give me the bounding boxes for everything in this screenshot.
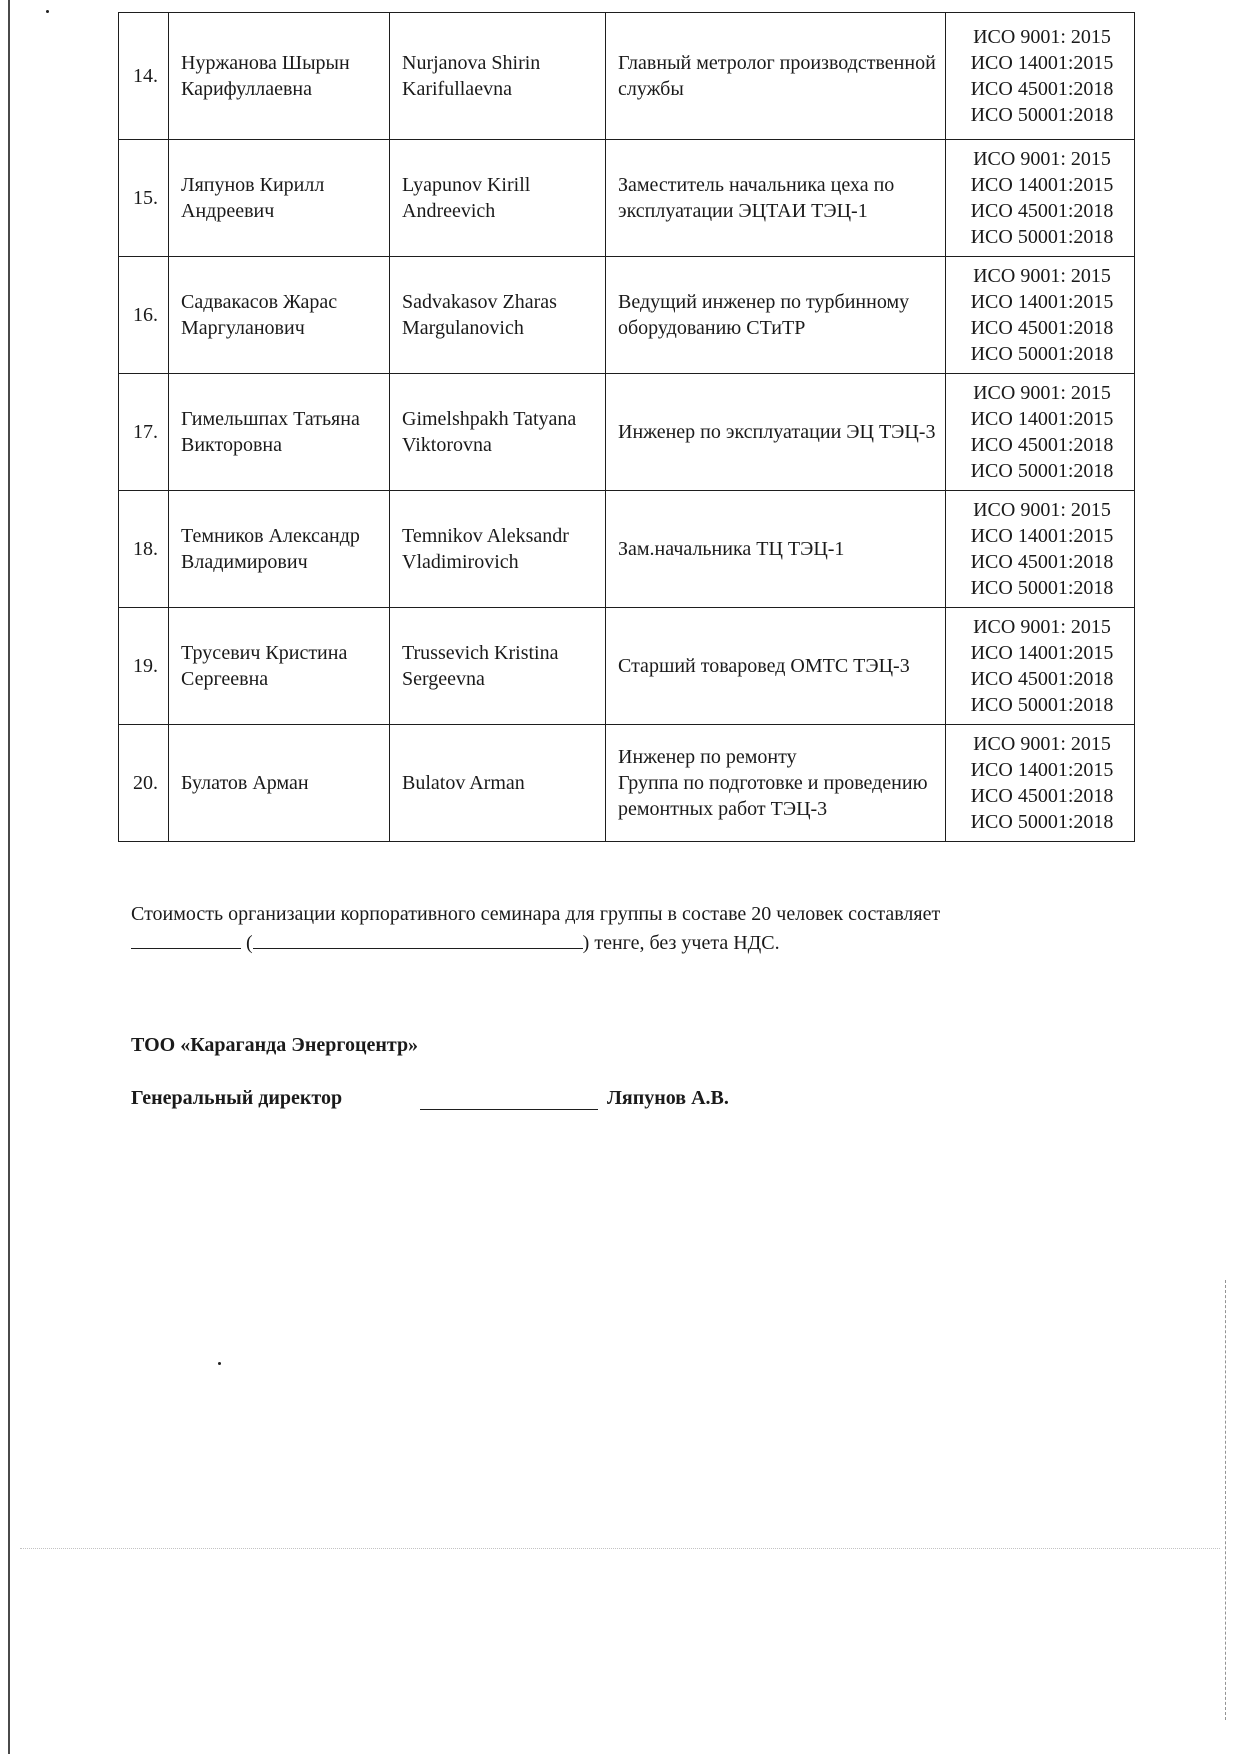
name-latin: Sadvakasov Zharas Margulanovich [390, 257, 606, 374]
iso-standards [946, 725, 1135, 842]
name-latin: Lyapunov Kirill Andreevich [390, 140, 606, 257]
iso-standard: ИСО 9001: 2015 [973, 382, 1111, 404]
iso-standard: ИСО 50001:2018 [970, 104, 1114, 126]
iso-standard: ИСО 9001: 2015 [973, 148, 1111, 170]
iso-standards [946, 491, 1135, 608]
signatory-title: Генеральный директор [131, 1087, 343, 1109]
name-russian: Ляпунов Кирилл Андреевич [169, 140, 390, 257]
currency-vat-note: тенге, без учета НДС. [589, 932, 780, 954]
iso-standards [946, 257, 1135, 374]
close-paren: ) [582, 932, 590, 954]
participants-table [118, 12, 1135, 842]
iso-standard: ИСО 50001:2018 [970, 577, 1114, 599]
signature-line [420, 1109, 598, 1110]
iso-standard: ИСО 50001:2018 [970, 460, 1114, 482]
name-latin: Temnikov Aleksandr Vladimirovich [390, 491, 606, 608]
name-russian: Темников Александр Владимирович [169, 491, 390, 608]
iso-standard: ИСО 50001:2018 [970, 811, 1114, 833]
job-position: Заместитель начальника цеха по эксплуатации ЭЦТАИ ТЭЦ-1 [606, 140, 946, 257]
participants-table-body [119, 13, 1135, 842]
scan-speck [218, 1362, 221, 1365]
cost-text-line2 [131, 928, 1111, 957]
iso-standard: ИСО 14001:2015 [970, 174, 1114, 196]
scan-noise-line [20, 1548, 1220, 1550]
row-number: 18. [119, 491, 169, 608]
signatory-name: Ляпунов А.В. [607, 1087, 729, 1109]
name-latin: Nurjanova Shirin Karifullaevna [390, 13, 606, 140]
table-row [119, 608, 1135, 725]
row-number: 19. [119, 608, 169, 725]
name-latin: Bulatov Arman [390, 725, 606, 842]
iso-standard: ИСО 9001: 2015 [973, 733, 1111, 755]
row-number: 14. [119, 13, 169, 140]
iso-standard: ИСО 9001: 2015 [973, 616, 1111, 638]
iso-standard: ИСО 45001:2018 [970, 317, 1114, 339]
amount-words-blank [253, 928, 583, 949]
row-number: 17. [119, 374, 169, 491]
row-number: 20. [119, 725, 169, 842]
scan-edge-right [1224, 1280, 1226, 1720]
name-latin: Gimelshpakh Tatyana Viktorovna [390, 374, 606, 491]
iso-standard: ИСО 14001:2015 [970, 759, 1114, 781]
table-row [119, 140, 1135, 257]
scan-edge-left [8, 0, 10, 1754]
table-row [119, 491, 1135, 608]
iso-standard: ИСО 45001:2018 [970, 78, 1114, 100]
iso-standards [946, 374, 1135, 491]
name-russian: Садвакасов Жарас Маргуланович [169, 257, 390, 374]
job-position: Старший товаровед ОМТС ТЭЦ-3 [606, 608, 946, 725]
iso-standard: ИСО 14001:2015 [970, 642, 1114, 664]
iso-standards [946, 608, 1135, 725]
company-name: ТОО «Караганда Энергоцентр» [131, 1034, 419, 1056]
iso-standards [946, 13, 1135, 140]
name-russian: Гимельшпах Татьяна Викторовна [169, 374, 390, 491]
iso-standard: ИСО 9001: 2015 [973, 499, 1111, 521]
name-russian: Трусевич Кристина Сергеевна [169, 608, 390, 725]
job-position: Инженер по эксплуатации ЭЦ ТЭЦ-3 [606, 374, 946, 491]
job-position: Главный метролог производственной службы [606, 13, 946, 140]
iso-standards [946, 140, 1135, 257]
table-row [119, 13, 1135, 140]
scan-speck [46, 10, 49, 13]
iso-standard: ИСО 14001:2015 [970, 525, 1114, 547]
cost-text-line1: Стоимость организации корпоративного семинара для группы в составе 20 человек составляет [131, 903, 941, 925]
iso-standard: ИСО 9001: 2015 [973, 265, 1111, 287]
open-paren: ( [246, 932, 253, 954]
table-row [119, 725, 1135, 842]
iso-standard: ИСО 50001:2018 [970, 226, 1114, 248]
iso-standard: ИСО 45001:2018 [970, 785, 1114, 807]
iso-standard: ИСО 45001:2018 [970, 668, 1114, 690]
iso-standard: ИСО 50001:2018 [970, 694, 1114, 716]
name-russian: Нуржанова Шырын Карифуллаевна [169, 13, 390, 140]
name-russian: Булатов Арман [169, 725, 390, 842]
amount-digits-blank [131, 928, 241, 949]
iso-standard: ИСО 50001:2018 [970, 343, 1114, 365]
job-position: Зам.начальника ТЦ ТЭЦ-1 [606, 491, 946, 608]
cost-statement [131, 900, 1111, 957]
iso-standard: ИСО 14001:2015 [970, 291, 1114, 313]
table-row [119, 374, 1135, 491]
iso-standard: ИСО 9001: 2015 [973, 26, 1111, 48]
job-position: Ведущий инженер по турбинному оборудованию СТиТР [606, 257, 946, 374]
row-number: 15. [119, 140, 169, 257]
iso-standard: ИСО 45001:2018 [970, 434, 1114, 456]
iso-standard: ИСО 14001:2015 [970, 52, 1114, 74]
row-number: 16. [119, 257, 169, 374]
table-row [119, 257, 1135, 374]
iso-standard: ИСО 45001:2018 [970, 551, 1114, 573]
iso-standard: ИСО 14001:2015 [970, 408, 1114, 430]
job-position: Инженер по ремонту Группа по подготовке и проведению ремонтных работ ТЭЦ-3 [606, 725, 946, 842]
name-latin: Trussevich Kristina Sergeevna [390, 608, 606, 725]
iso-standard: ИСО 45001:2018 [970, 200, 1114, 222]
